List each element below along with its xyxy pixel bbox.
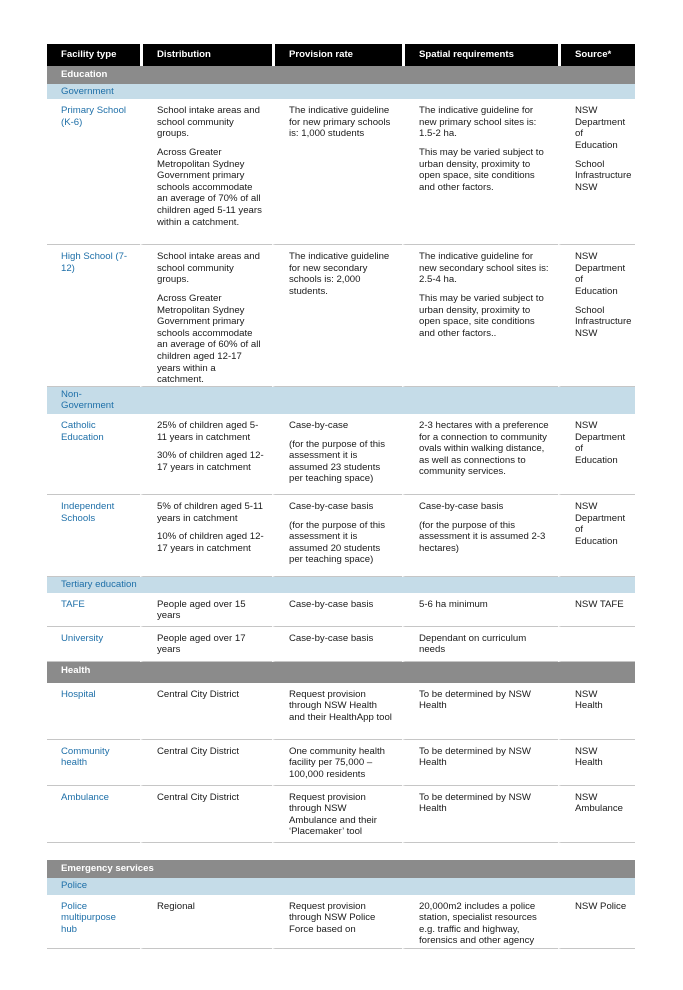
table-row — [47, 740, 635, 786]
distribution-cell — [140, 495, 272, 577]
section-header-row — [47, 860, 635, 878]
source-text: NSW Police — [575, 900, 627, 912]
facility-type-cell[interactable] — [47, 683, 140, 740]
subsection-title: Government — [47, 84, 635, 100]
subsection-title: Police — [47, 878, 635, 895]
source-text: NSW Department of Education — [575, 105, 626, 151]
facility-type-link[interactable]: High School (7-12) — [61, 251, 128, 274]
source-cell — [558, 740, 635, 786]
distribution-text: People aged over 17 years — [157, 632, 246, 656]
facility-type-cell[interactable] — [47, 414, 140, 495]
facility-type-link[interactable]: TAFE — [61, 598, 85, 610]
distribution-text: 10% of children aged 12-17 years in catchment — [157, 531, 264, 554]
source-text: NSW Department of Education — [575, 500, 626, 547]
provision-rate-cell — [272, 895, 402, 949]
source-text: NSW Department of Education — [575, 419, 626, 466]
source-text: NSW Department of Education — [575, 251, 626, 297]
provision-text: Case-by-case basis — [289, 632, 374, 644]
spatial-requirements-cell — [402, 683, 558, 740]
spatial-text: 20,000m2 includes a police station, specialist resources e.g. traffic and highway, forensics and other agency — [419, 900, 537, 947]
provision-rate-cell — [272, 414, 402, 495]
source-cell — [558, 593, 635, 627]
source-cell — [558, 683, 635, 740]
distribution-text: People aged over 15 years — [157, 598, 246, 622]
provision-rate-cell — [272, 627, 402, 662]
source-cell — [558, 99, 635, 245]
section-header-row — [47, 66, 635, 84]
subsection-title-line: Non-Government — [61, 388, 114, 412]
table-row — [47, 99, 635, 245]
provision-rate-cell — [272, 683, 402, 740]
table-header-row — [47, 44, 635, 66]
source-text: NSW Health — [575, 688, 603, 712]
spatial-requirements-cell — [402, 627, 558, 662]
spatial-text: The indicative guideline for new secondary school sites is: 2.5-4 ha. — [419, 251, 549, 286]
spatial-text: To be determined by NSW Health — [419, 791, 531, 815]
provision-rate-cell — [272, 786, 402, 843]
table-row — [47, 495, 635, 577]
table-row — [47, 627, 635, 662]
header-distribution: Distribution — [140, 44, 272, 66]
table-row — [47, 683, 635, 740]
facility-type-cell[interactable] — [47, 895, 140, 949]
source-cell — [558, 414, 635, 495]
provision-text: Case-by-case basis — [289, 598, 374, 610]
source-text: NSW Ambulance — [575, 791, 623, 815]
subsection-header-row — [47, 577, 635, 593]
distribution-text: 5% of children aged 5-11 years in catchment — [157, 500, 263, 524]
subsection-title — [47, 387, 635, 414]
source-cell — [558, 245, 635, 387]
distribution-cell — [140, 99, 272, 245]
section-title: Education — [47, 66, 635, 84]
provision-text: The indicative guideline for new primary schools is: 1,000 students — [289, 105, 391, 140]
section-title: Emergency services — [47, 860, 635, 878]
provision-rate-cell — [272, 245, 402, 387]
spatial-text: Case-by-case basis — [419, 500, 504, 512]
header-source: Source* — [558, 44, 635, 66]
facility-type-link[interactable]: University — [61, 632, 104, 644]
section-spacer — [47, 843, 635, 860]
distribution-text: Regional — [157, 900, 195, 912]
source-text: School Infrastructure NSW — [575, 158, 632, 193]
table-row — [47, 895, 635, 949]
spatial-requirements-cell — [402, 740, 558, 786]
facility-type-cell[interactable] — [47, 495, 140, 577]
subsection-header-row — [47, 84, 635, 100]
source-text: NSW TAFE — [575, 598, 624, 610]
header-provision-rate: Provision rate — [272, 44, 402, 66]
facility-type-link[interactable]: Catholic Education — [61, 419, 104, 443]
facility-provision-document — [47, 44, 635, 949]
spatial-text: Dependant on curriculum needs — [419, 632, 527, 656]
provision-text: The indicative guideline for new secondary schools is: 2,000 students. — [289, 251, 390, 297]
provision-text: Case-by-case basis — [289, 500, 374, 512]
distribution-cell — [140, 786, 272, 843]
table-row — [47, 786, 635, 843]
facility-type-cell[interactable] — [47, 740, 140, 786]
source-cell — [558, 786, 635, 843]
provision-text: Request provision through NSW Police Force based on — [289, 900, 376, 935]
facility-type-link[interactable]: Ambulance — [61, 791, 109, 803]
distribution-text: Across Greater Metropolitan Sydney Government primary schools accommodate an average of 60% of all children aged 12-17 years within a catchment. — [157, 292, 261, 386]
provision-rate-cell — [272, 99, 402, 245]
provision-rate-cell — [272, 593, 402, 627]
table-body — [47, 66, 635, 949]
facility-type-cell[interactable] — [47, 245, 140, 387]
source-text: NSW Health — [575, 745, 603, 769]
distribution-text: Central City District — [157, 745, 240, 757]
distribution-text: 30% of children aged 12-17 years in catchment — [157, 450, 264, 473]
distribution-text: Central City District — [157, 791, 240, 803]
spatial-requirements-cell — [402, 99, 558, 245]
distribution-text: School intake areas and school community groups. — [157, 251, 260, 286]
spatial-requirements-cell — [402, 786, 558, 843]
provision-text: (for the purpose of this assessment it is assumed 20 students per teaching space) — [289, 519, 385, 566]
spatial-requirements-cell — [402, 495, 558, 577]
spatial-text: To be determined by NSW Health — [419, 745, 531, 769]
provision-text: Request provision through NSW Ambulance and their ‘Placemaker’ tool — [289, 791, 377, 838]
header-facility-type: Facility type — [47, 44, 140, 66]
table-row — [47, 414, 635, 495]
facility-type-cell[interactable] — [47, 786, 140, 843]
provision-rate-cell — [272, 740, 402, 786]
distribution-cell — [140, 245, 272, 387]
spacer-cell — [47, 843, 635, 860]
source-cell — [558, 895, 635, 949]
spatial-text: To be determined by NSW Health — [419, 688, 531, 712]
spatial-requirements-cell — [402, 895, 558, 949]
facility-type-link[interactable]: Primary School (K-6) — [61, 105, 127, 128]
distribution-cell — [140, 414, 272, 495]
distribution-text: School intake areas and school community groups. — [157, 105, 260, 140]
subsection-header-row — [47, 387, 635, 414]
spatial-text: The indicative guideline for new primary school sites is: 1.5-2 ha. — [419, 105, 537, 140]
provision-text: (for the purpose of this assessment it is assumed 23 students per teaching space) — [289, 438, 385, 485]
source-cell — [558, 495, 635, 577]
provision-text: Case-by-case — [289, 419, 349, 431]
distribution-text: Across Greater Metropolitan Sydney Government primary schools accommodate an average of 70% of all children aged 5-11 years within a catchment. — [157, 146, 262, 228]
distribution-cell — [140, 683, 272, 740]
facility-provision-table — [47, 44, 635, 949]
spatial-text: (for the purpose of this assessment it is assumed 2-3 hectares) — [419, 519, 546, 554]
distribution-cell — [140, 627, 272, 662]
spatial-text: This may be varied subject to urban density, proximity to open space, site conditions and other factors.. — [419, 292, 544, 339]
facility-type-cell[interactable] — [47, 593, 140, 627]
spatial-text: 5-6 ha minimum — [419, 598, 488, 610]
section-header-row — [47, 662, 635, 683]
distribution-text: Central City District — [157, 688, 240, 700]
spatial-text: This may be varied subject to urban density, proximity to open space, site conditions and other factors. — [419, 146, 544, 193]
table-row — [47, 593, 635, 627]
spatial-text: 2-3 hectares with a preference for a connection to community ovals within walking distance, as well as connections to community services. — [419, 419, 549, 478]
distribution-cell — [140, 740, 272, 786]
facility-type-link[interactable]: Police multipurpose hub — [61, 900, 116, 935]
spatial-requirements-cell — [402, 593, 558, 627]
facility-type-cell[interactable] — [47, 627, 140, 662]
subsection-header-row — [47, 878, 635, 895]
header-spatial-requirements: Spatial requirements — [402, 44, 558, 66]
facility-type-link[interactable]: Community health — [61, 745, 110, 769]
source-text: School Infrastructure NSW — [575, 304, 632, 339]
facility-type-cell[interactable] — [47, 99, 140, 245]
subsection-title: Tertiary education — [47, 577, 635, 593]
distribution-cell — [140, 895, 272, 949]
spatial-requirements-cell — [402, 414, 558, 495]
distribution-cell — [140, 593, 272, 627]
provision-text: Request provision through NSW Health and their HealthApp tool — [289, 688, 392, 723]
provision-text: One community health facility per 75,000 – 100,000 residents — [289, 745, 385, 780]
provision-rate-cell — [272, 495, 402, 577]
spatial-requirements-cell — [402, 245, 558, 387]
facility-type-link[interactable]: Hospital — [61, 688, 96, 700]
facility-type-link[interactable]: Independent Schools — [61, 500, 115, 524]
section-title: Health — [47, 662, 635, 683]
distribution-text: 25% of children aged 5-11 years in catchment — [157, 419, 259, 443]
table-row — [47, 245, 635, 387]
source-cell — [558, 627, 635, 662]
